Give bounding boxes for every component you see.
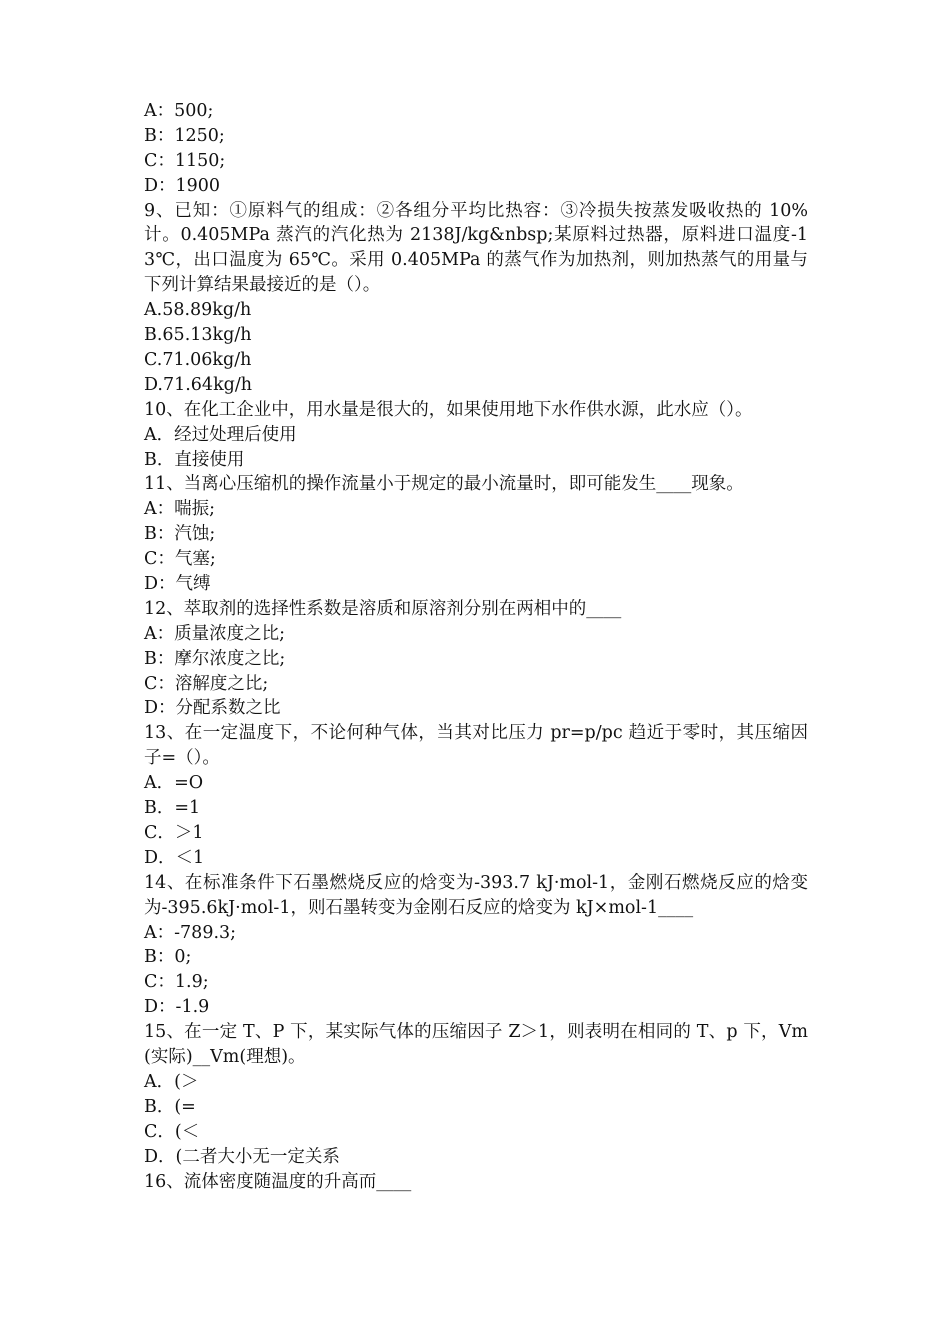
option-line: B．直接使用 [144,449,245,470]
option-line: A.58.89kg/h [144,300,252,321]
option-line: D：分配系数之比 [144,698,281,719]
option-line: B．(= [144,1096,196,1117]
option-line: C．(＜ [144,1121,200,1142]
option-line: D：-1.9 [144,997,210,1018]
option-line: A．(＞ [144,1071,199,1092]
question-text: 12、萃取剂的选择性系数是溶质和原溶剂分别在两相中的____ [144,598,622,619]
option-line: B.65.13kg/h [144,325,252,346]
option-line: D．＜1 [144,847,205,868]
option-line: A：喘振; [144,499,216,520]
option-line: C：气塞; [144,549,216,570]
option-line: B：0; [144,947,192,968]
option-line: B：摩尔浓度之比; [144,648,286,669]
question-text: 16、流体密度随温度的升高而____ [144,1171,412,1192]
option-line: B：1250; [144,125,225,146]
option-line: A．=O [144,773,204,794]
option-line: C.71.06kg/h [144,349,252,370]
option-line: A：质量浓度之比; [144,623,286,644]
question-text: 11、当离心压缩机的操作流量小于规定的最小流量时，即可能发生____现象。 [144,474,744,495]
question-text: 10、在化工企业中，用水量是很大的，如果使用地下水作供水源，此水应（）。 [144,399,753,420]
question-text: 14、在标准条件下石墨燃烧反应的焓变为-393.7 kJ·mol-1，金刚石燃烧反应的焓变为-395.6kJ·mol-1，则石墨转变为金刚石反应的焓变为 kJ×mol-1____ [144,872,808,918]
option-line: C：溶解度之比; [144,673,269,694]
option-line: D．(二者大小无一定关系 [144,1146,340,1167]
option-line: D：1900 [144,175,221,196]
question-text: 13、在一定温度下，不论何种气体，当其对比压力 pr=p/pc 趋近于零时，其压缩因子=（）。 [144,723,808,769]
option-line: D：气缚 [144,574,211,595]
option-line: B：汽蚀; [144,524,216,545]
option-line: A：-789.3; [144,922,237,943]
option-line: C．＞1 [144,822,204,843]
option-line: B．=1 [144,798,201,819]
question-text: 9、已知：①原料气的组成：②各组分平均比热容：③冷损失按蒸发吸收热的 10%计。0.405MPa 蒸汽的汽化热为 2138J/kg&nbsp;某原料过热器，原料进口温度-13℃，出口温度为 65℃。采用 0.405MPa 的蒸气作为加热剂，则加热蒸气的用量与下列计算结果最接近的是（）。 [144,200,808,296]
option-line: A：500; [144,101,214,121]
option-line: A．经过处理后使用 [144,424,297,445]
document-content [144,99,808,1194]
option-line: D.71.64kg/h [144,374,253,395]
option-line: C：1.9; [144,972,209,993]
option-line: C：1150; [144,150,226,171]
question-text: 15、在一定 T、P 下，某实际气体的压缩因子 Z＞1，则表明在相同的 T、p 下，Vm(实际)__Vm(理想)。 [144,1022,808,1068]
